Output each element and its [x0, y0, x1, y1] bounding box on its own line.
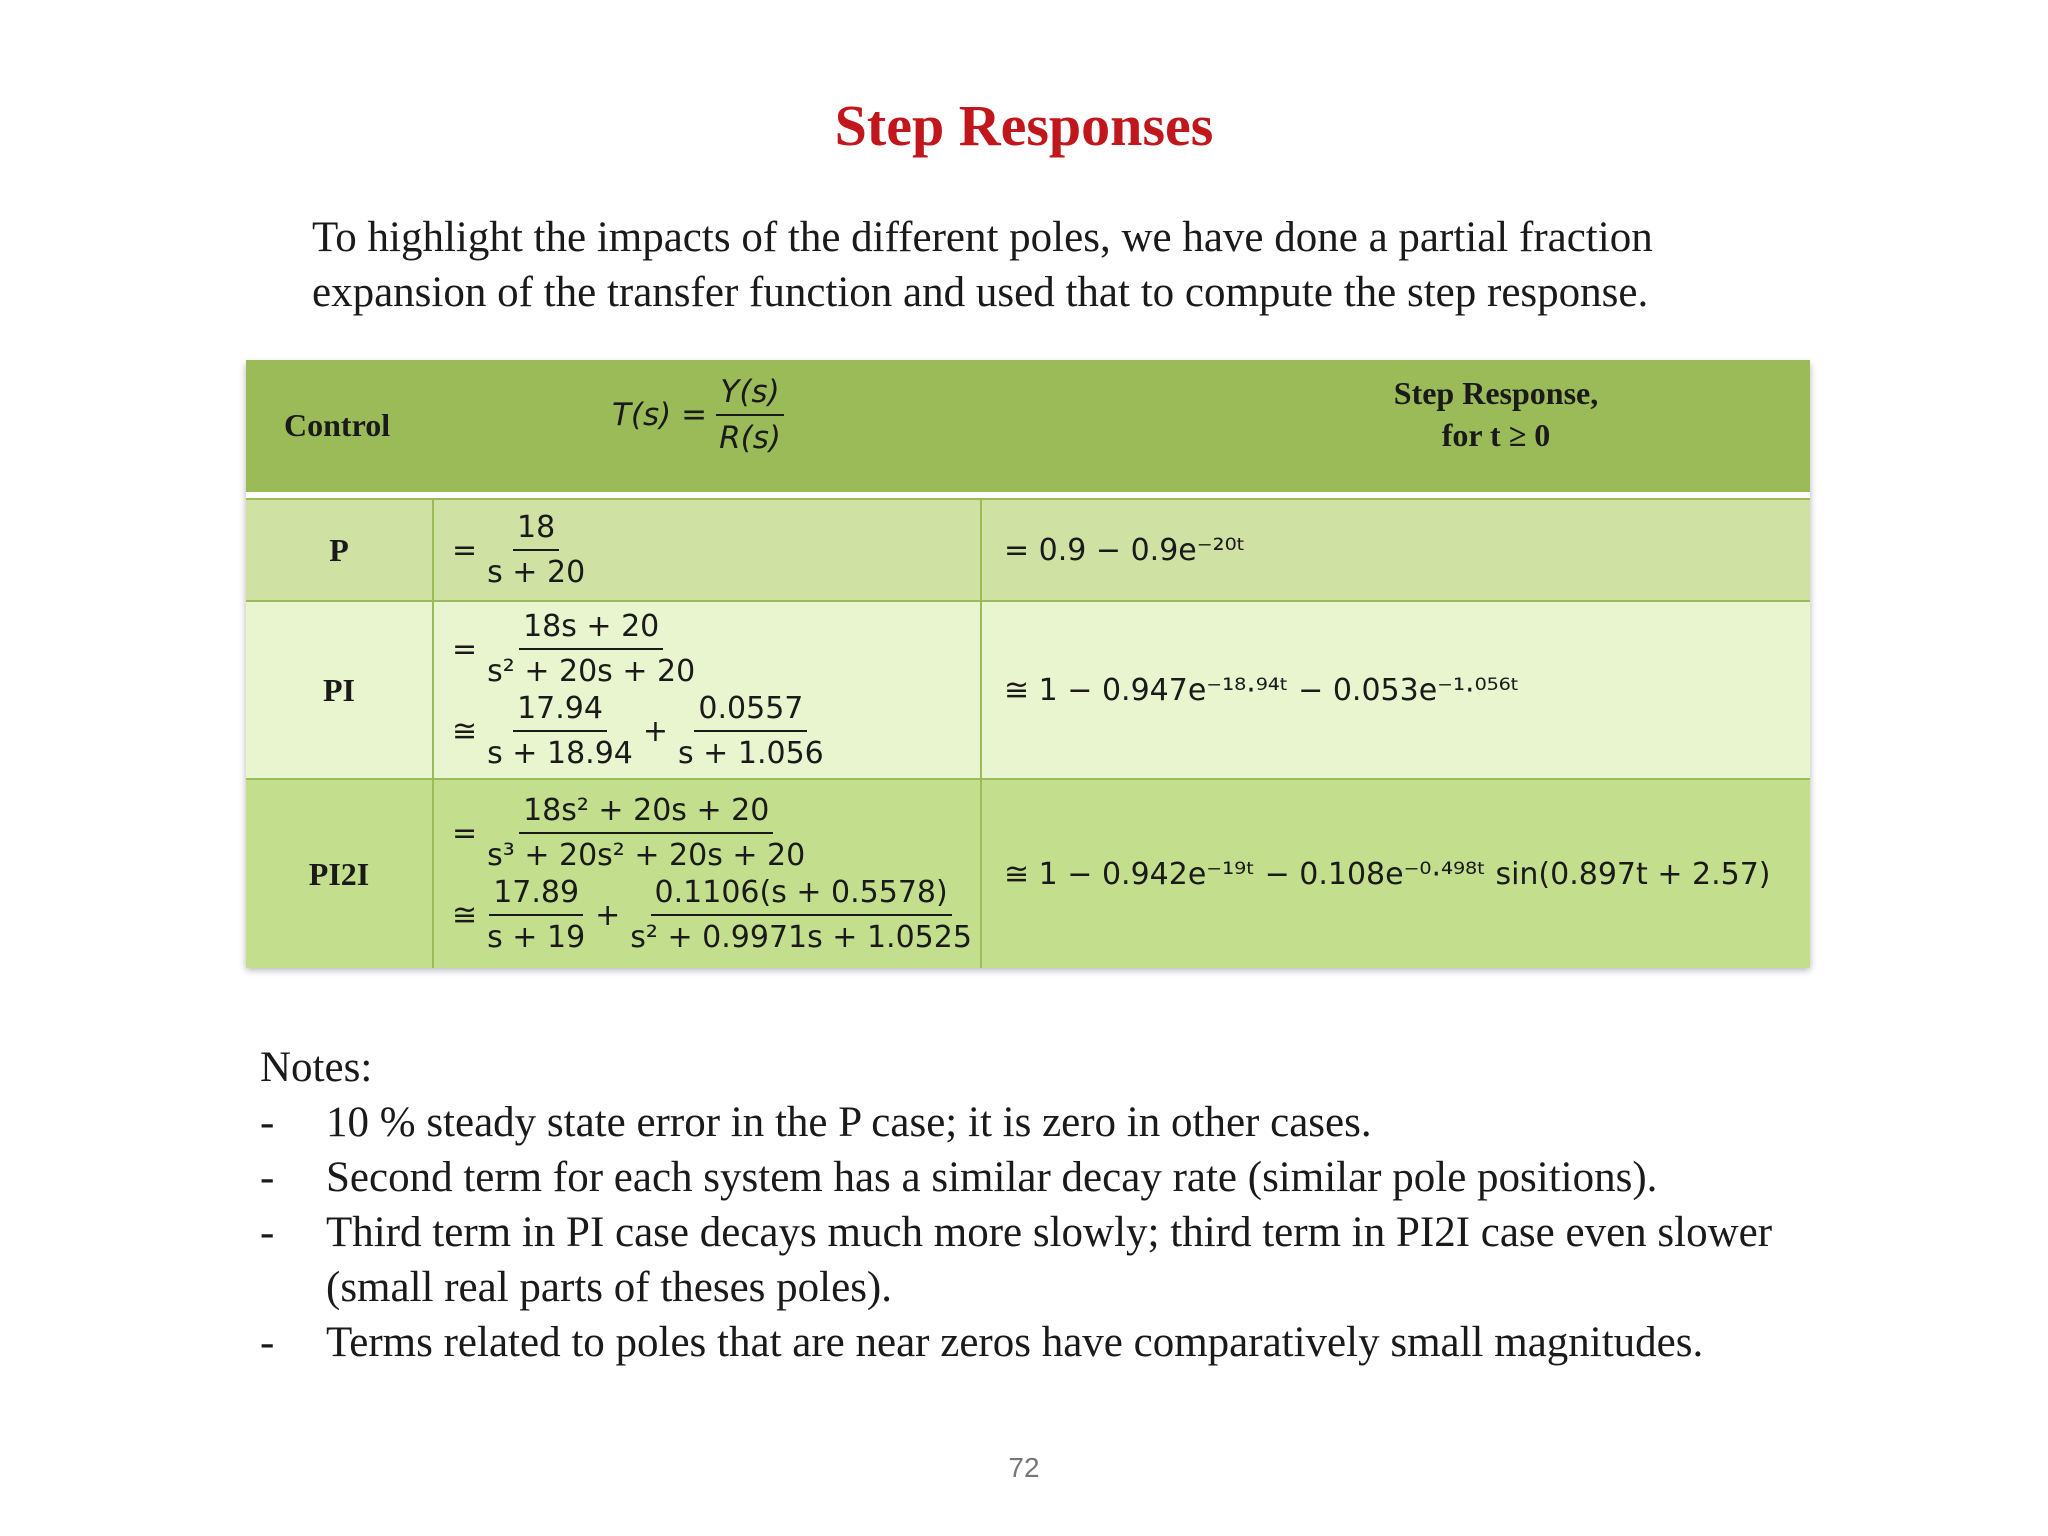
header-step-line2: for t ≥ 0 — [1441, 417, 1551, 453]
step-response-table — [246, 360, 1810, 966]
tf-fraction — [483, 793, 809, 873]
tf-fraction — [483, 875, 589, 955]
tf-denominator: s² + 20s + 20 — [487, 654, 696, 689]
tf-denominator: s² + 0.9971s + 1.0525 — [630, 920, 972, 955]
plus-sign: + — [642, 713, 669, 749]
tf-denominator: s + 18.94 — [487, 736, 633, 771]
tf-relation: ≅ — [452, 897, 478, 933]
tf-line-expansion — [434, 875, 980, 955]
row-control-label: PI — [246, 602, 434, 778]
note-bullet: - — [260, 1099, 275, 1146]
intro-paragraph: To highlight the impacts of the different poles, we have done a partial fraction expansion of the transfer function and used that to compute the step response. — [312, 214, 1653, 316]
tf-numerator: 17.89 — [489, 875, 583, 916]
row-step-response: = 0.9 − 0.9e⁻²⁰ᵗ — [1004, 532, 1246, 568]
row-step-response: ≅ 1 − 0.942e⁻¹⁹ᵗ − 0.108e⁻⁰·⁴⁹⁸ᵗ sin(0.897t + 2.57) — [1004, 856, 1771, 892]
tf-relation: = — [452, 532, 478, 568]
tf-fraction — [483, 691, 637, 771]
tf-fraction — [626, 875, 976, 955]
row-transfer-function — [434, 500, 982, 600]
tf-denominator: s³ + 20s² + 20s + 20 — [487, 838, 806, 873]
note-bullet: - — [260, 1154, 275, 1201]
tf-denominator: s + 20 — [487, 555, 586, 590]
row-transfer-function — [434, 780, 982, 968]
notes-heading: Notes: — [260, 1044, 373, 1091]
table-row-pi2i — [246, 778, 1810, 968]
header-tf-lhs: T(s) = — [612, 397, 708, 433]
tf-relation: = — [452, 815, 478, 851]
note-text: Third term in PI case decays much more slowly; third term in PI2I case even slower (small real parts of theses poles). — [326, 1209, 1773, 1311]
row-control-label: P — [246, 500, 434, 600]
header-step-response — [1276, 372, 1716, 456]
header-step-line1: Step Response, — [1393, 375, 1599, 411]
tf-line — [434, 793, 980, 873]
note-bullet: - — [260, 1209, 275, 1256]
tf-relation: = — [452, 631, 478, 667]
tf-fraction — [483, 510, 589, 590]
tf-numerator: 18s + 20 — [519, 609, 663, 650]
notes-section — [260, 1040, 1840, 1370]
table-row-pi — [246, 600, 1810, 778]
tf-line — [434, 609, 980, 689]
note-item — [260, 1095, 1840, 1150]
tf-numerator: 0.0557 — [694, 691, 807, 732]
tf-denominator: s + 19 — [487, 920, 586, 955]
plus-sign: + — [595, 897, 621, 933]
tf-line-expansion — [434, 691, 980, 771]
row-step-response: ≅ 1 − 0.947e⁻¹⁸·⁹⁴ᵗ − 0.053e⁻¹·⁰⁵⁶ᵗ — [1004, 672, 1520, 708]
note-bullet: - — [260, 1319, 275, 1366]
header-tf-fraction — [715, 374, 785, 456]
tf-fraction — [483, 609, 699, 689]
note-text: Second term for each system has a similar decay rate (similar pole positions). — [326, 1154, 1658, 1201]
tf-relation: ≅ — [452, 713, 478, 749]
note-item — [260, 1205, 1840, 1315]
header-transfer-function — [612, 374, 785, 456]
note-text: Terms related to poles that are near zeros have comparatively small magnitudes. — [326, 1319, 1704, 1366]
header-tf-numerator: Y(s) — [716, 374, 783, 416]
tf-denominator: s + 1.056 — [678, 736, 824, 771]
page-number: 72 — [1008, 1452, 1040, 1483]
tf-numerator: 17.94 — [513, 691, 607, 732]
header-tf-denominator: R(s) — [719, 420, 781, 456]
row-transfer-function — [434, 602, 982, 778]
tf-numerator: 18s² + 20s + 20 — [519, 793, 773, 834]
tf-numerator: 18 — [513, 510, 559, 551]
table-row-p — [246, 498, 1810, 600]
header-control: Control — [284, 407, 391, 443]
note-text: 10 % steady state error in the P case; it is zero in other cases. — [326, 1099, 1372, 1146]
tf-line — [434, 510, 980, 590]
tf-numerator: 0.1106(s + 0.5578) — [651, 875, 952, 916]
row-control-label: PI2I — [246, 780, 434, 968]
table-header — [246, 360, 1810, 498]
note-item — [260, 1315, 1840, 1370]
note-item — [260, 1150, 1840, 1205]
page-title: Step Responses — [834, 93, 1214, 158]
tf-fraction — [674, 691, 828, 771]
